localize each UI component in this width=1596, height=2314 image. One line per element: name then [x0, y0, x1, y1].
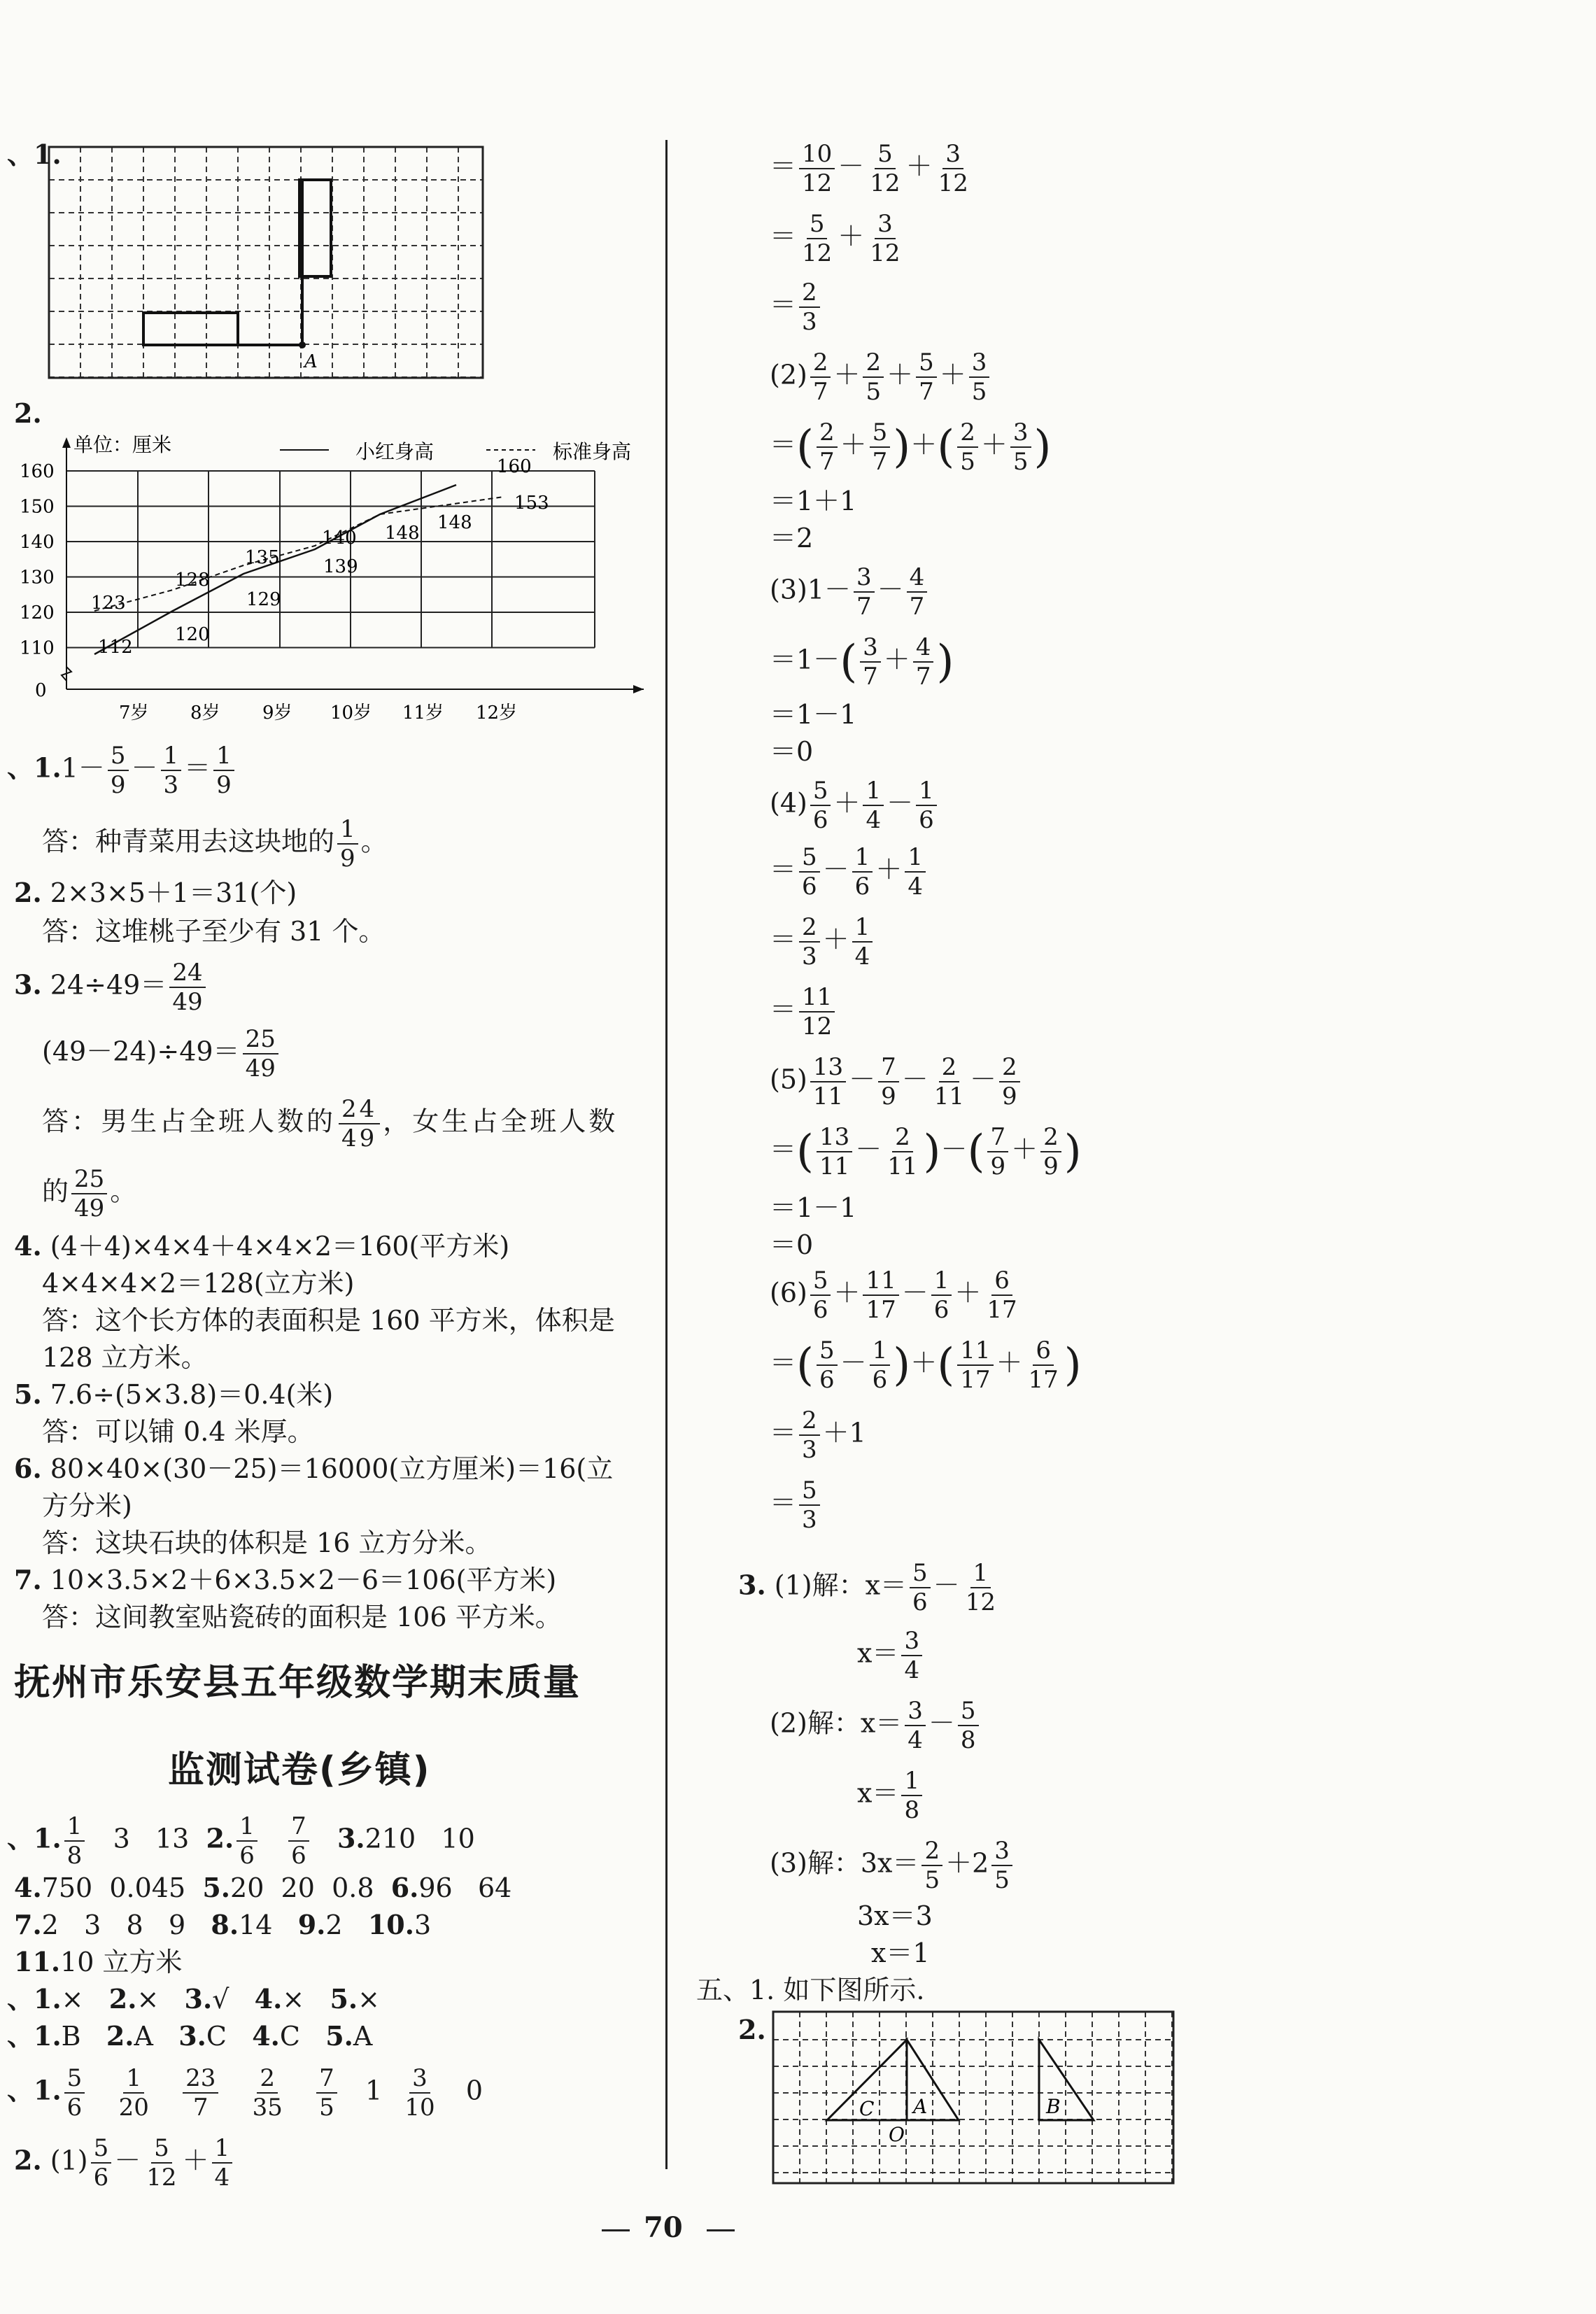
x-tick-label: 10岁: [330, 703, 372, 724]
footer-dash-left: [602, 2229, 630, 2231]
q6-answer: 答：这块石块的体积是 16 立方分米。: [42, 1528, 492, 1558]
svg-text:139: 139: [323, 556, 358, 577]
q2-answer: 答：这堆桃子至少有 31 个。: [42, 916, 386, 947]
y-tick-label: 160: [20, 461, 55, 482]
eq3-line7: x＝1: [871, 1938, 930, 1968]
x-tick-label: 9岁: [262, 703, 292, 724]
p4-line2: ＝ $\frac{5}{6}$ － $\frac{1}{6}$ ＋ $\frac{1}{4}$: [770, 843, 928, 901]
p5-line3: ＝1－1: [770, 1192, 857, 1223]
p3-line3: ＝1－1: [770, 699, 857, 730]
svg-text:148: 148: [437, 512, 472, 533]
eq3-line2: x＝ $\frac{3}{4}$: [857, 1627, 925, 1684]
svg-text:160: 160: [497, 456, 532, 477]
q4-line1: 4. (4＋4)×4×4＋4×4×2＝160(平方米): [14, 1230, 510, 1262]
q7-line: 7. 10×3.5×2＋6×3.5×2－6＝106(平方米): [14, 1564, 557, 1595]
q4-answer-1: 答：这个长方体的表面积是 160 平方米，体积是: [42, 1305, 615, 1336]
p6-line3: ＝ $\frac{2}{3}$ ＋1: [770, 1406, 866, 1464]
tri-label-o: O: [889, 2123, 905, 2146]
p2-line2: ＝( $\frac{2}{7}$ ＋ $\frac{5}{7}$ )＋( $\frac{2}{5}$ ＋ $\frac{3}{5}$ ): [770, 418, 1052, 476]
x-tick-label: 12岁: [476, 703, 518, 724]
fill-row-2: 4.750 0.045 5.20 20 0.8 6.96 64: [14, 1872, 512, 1903]
calc-row-1: 、1. $\frac{5}{6}$ $\frac{1}{20}$ $\frac{23}{7}$ $\frac{2}{35}$ $\frac{7}{5}$ 1 $\frac{3}{10}$ 0: [7, 2064, 483, 2122]
q3-line2: (49－24)÷49＝ $\frac{25}{49}$: [42, 1025, 281, 1082]
svg-text:120: 120: [175, 624, 210, 645]
q1-answer: 答：种青菜用去这块地的 $\frac{1}{9}$ 。: [42, 815, 388, 873]
p5-line4: ＝0: [770, 1229, 814, 1260]
q4-line2: 4×4×4×2＝128(立方米): [42, 1268, 355, 1299]
x-tick-label: 8岁: [190, 703, 220, 724]
q2-line: 2. 2×3×5＋1＝31(个): [14, 877, 297, 908]
tri-label-c: C: [859, 2097, 875, 2120]
x-tick-label: 11岁: [402, 703, 444, 724]
column-divider: [665, 140, 668, 2169]
calc-row-2: 2. (1) $\frac{5}{6}$ － $\frac{5}{12}$ ＋ $\frac{1}{4}$: [14, 2134, 235, 2192]
y-tick-label: 130: [20, 567, 55, 588]
chart-unit-label: 单位：厘米: [73, 433, 172, 456]
grid-figure-2: [770, 2008, 1179, 2190]
p4-line1: (4) $\frac{5}{6}$ ＋ $\frac{1}{4}$ － $\frac{1}{6}$: [770, 777, 940, 834]
q6-line1: 6. 80×40×(30－25)＝16000(立方厘米)＝16(立: [14, 1453, 614, 1484]
svg-text:135: 135: [245, 547, 280, 568]
y-tick-label: 110: [20, 637, 55, 659]
q4-answer-2: 128 立方米。: [42, 1342, 208, 1373]
r-step-1: ＝ $\frac{10}{12}$ － $\frac{5}{12}$ ＋ $\frac{3}{12}$: [770, 140, 968, 197]
y-zero: 0: [35, 680, 47, 701]
svg-text:112: 112: [98, 637, 133, 658]
p2-line4: ＝2: [770, 523, 814, 553]
fill-row-4: 11.10 立方米: [14, 1946, 183, 1977]
point-a-label: A: [304, 351, 318, 372]
fill-row-3: 7.2 3 8 9 8.14 9.2 10.3: [14, 1909, 432, 1940]
x-tick-label: 7岁: [119, 703, 149, 724]
q5-answer: 答：可以铺 0.4 米厚。: [42, 1416, 314, 1447]
p3-line2: ＝1－( $\frac{3}{7}$ ＋ $\frac{4}{7}$ ): [770, 633, 954, 691]
y-tick-label: 140: [20, 532, 55, 553]
tri-label-a: A: [913, 2095, 928, 2118]
page-number: 70: [644, 2211, 683, 2244]
eq3-line4: x＝ $\frac{1}{8}$: [857, 1767, 925, 1824]
q6-line2: 方分米): [42, 1490, 132, 1521]
q1-line: 、1.1－ $\frac{5}{9}$ － $\frac{1}{3}$ ＝ $\frac{1}{9}$: [7, 742, 237, 799]
p6-line1: (6) $\frac{5}{6}$ ＋ $\frac{11}{17}$ － $\frac{1}{6}$ ＋ $\frac{6}{17}$: [770, 1267, 1017, 1324]
p2-line1: (2) $\frac{2}{7}$ ＋ $\frac{2}{5}$ ＋ $\frac{5}{7}$ ＋ $\frac{3}{5}$: [770, 348, 992, 406]
p4-line3: ＝ $\frac{2}{3}$ ＋ $\frac{1}{4}$: [770, 913, 875, 971]
fill-row-1: 、1. $\frac{1}{8}$ 3 13 2. $\frac{1}{6}$ $\frac{7}{6}$ 3.210 10: [7, 1812, 475, 1870]
q7-answer: 答：这间教室贴瓷砖的面积是 106 平方米。: [42, 1602, 562, 1632]
eq3-line3: (2)解：x＝ $\frac{3}{4}$ － $\frac{5}{8}$: [770, 1697, 982, 1754]
s1-label: 、1.: [7, 139, 62, 170]
svg-text:140: 140: [322, 528, 357, 549]
p4-line4: ＝ $\frac{11}{12}$: [770, 983, 838, 1040]
p6-line4: ＝ $\frac{5}{3}$: [770, 1476, 823, 1534]
s5-line: 五、1. 如下图所示.: [696, 1975, 925, 2005]
q3-answer-1: 答：男生占全班人数的 $\frac{24}{49}$ ，女生占全班人数: [42, 1095, 619, 1152]
q5-line: 5. 7.6÷(5×3.8)＝0.4(米): [14, 1378, 334, 1410]
p2-line3: ＝1＋1: [770, 486, 857, 516]
svg-text:153: 153: [514, 493, 549, 514]
y-tick-label: 150: [20, 496, 55, 518]
eq3-line1: 3. (1)解：x＝ $\frac{5}{6}$ － $\frac{1}{12}$: [738, 1559, 996, 1616]
p3-line4: ＝0: [770, 736, 814, 767]
s5-2-label: 2.: [738, 2014, 766, 2045]
tri-label-b: B: [1046, 2095, 1061, 2118]
p5-line1: (5) $\frac{13}{11}$ － $\frac{7}{9}$ － $\frac{2}{11}$ － $\frac{2}{9}$: [770, 1053, 1023, 1110]
section-title-1: 抚州市乐安县五年级数学期末质量: [14, 1662, 581, 1704]
r-step-3: ＝ $\frac{2}{3}$: [770, 278, 823, 336]
svg-text:128: 128: [175, 570, 210, 591]
p3-line1: (3)1－ $\frac{3}{7}$ － $\frac{4}{7}$: [770, 563, 930, 621]
legend-solid: 小红身高: [355, 440, 435, 463]
judge-row: 、1.× 2.× 3.√ 4.× 5.×: [7, 1983, 380, 2015]
r-step-2: ＝ $\frac{5}{12}$ ＋ $\frac{3}{12}$: [770, 210, 901, 267]
svg-text:123: 123: [91, 593, 126, 614]
q3-line1: 3. 24÷49＝ $\frac{24}{49}$: [14, 959, 209, 1016]
svg-text:129: 129: [246, 589, 281, 610]
p6-line2: ＝( $\frac{5}{6}$ － $\frac{1}{6}$ )＋( $\frac{11}{17}$ ＋ $\frac{6}{17}$ ): [770, 1336, 1082, 1394]
legend-dashed: 标准身高: [553, 440, 632, 463]
choose-row: 、1.B 2.A 3.C 4.C 5.A: [7, 2020, 373, 2052]
height-line-chart: [14, 430, 644, 731]
eq3-line6: 3x＝3: [857, 1900, 933, 1931]
y-tick-label: 120: [20, 602, 55, 623]
q3-answer-2: 的 $\frac{25}{49}$ 。: [42, 1165, 137, 1222]
grid-figure-1: [42, 140, 497, 385]
s2-label: 2.: [14, 397, 42, 429]
svg-text:148: 148: [385, 523, 420, 544]
footer-dash-right: [707, 2229, 735, 2231]
section-title-2: 监测试卷(乡镇): [168, 1749, 431, 1791]
eq3-line5: (3)解：3x＝ $\frac{2}{5}$ ＋2 $\frac{3}{5}$: [770, 1837, 1015, 1894]
p5-line2: ＝( $\frac{13}{11}$ － $\frac{2}{11}$ )－( $\frac{7}{9}$ ＋ $\frac{2}{9}$ ): [770, 1123, 1082, 1180]
